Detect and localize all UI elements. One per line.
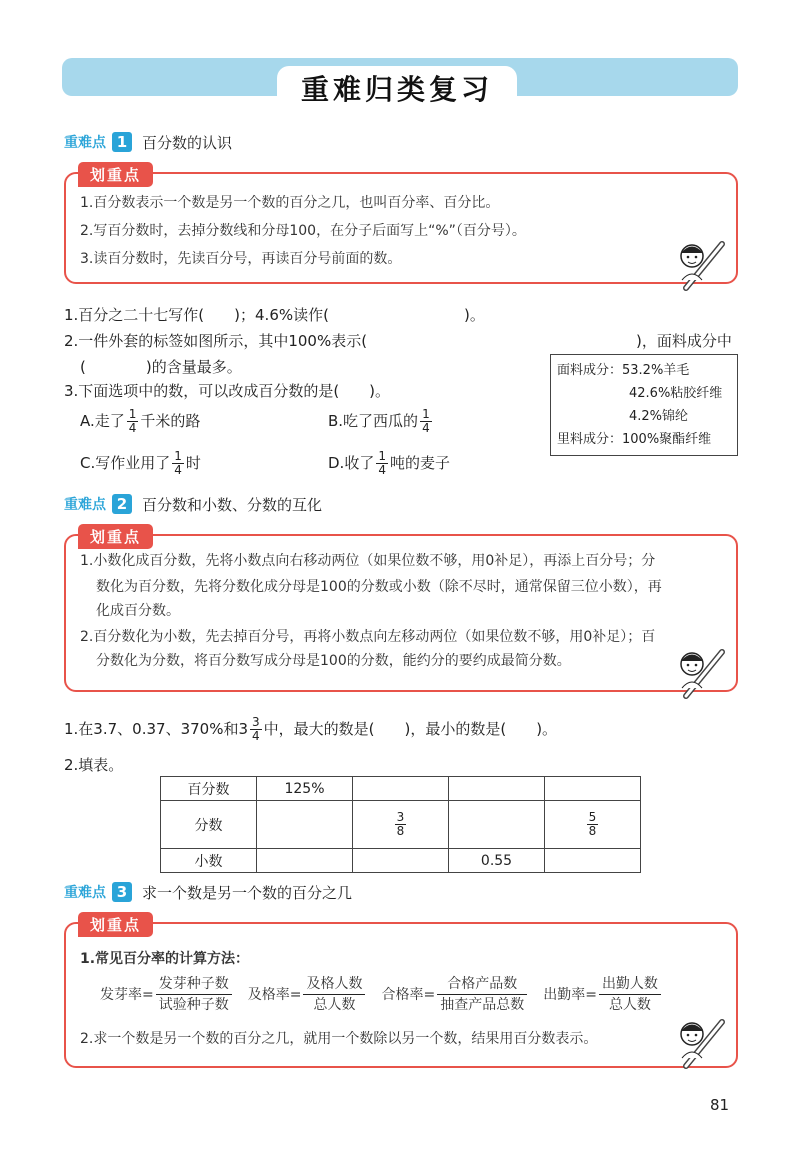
formula-fraction (437, 974, 527, 1015)
option-a (80, 408, 200, 435)
table-cell[interactable] (449, 777, 545, 801)
key-points-box-2 (64, 528, 738, 692)
formula-fraction (303, 974, 365, 1015)
formula-row (100, 974, 677, 1015)
table-row (161, 801, 641, 849)
table-row-head: 分数 (161, 801, 257, 849)
fabric-row: 4.2%锦纶 (629, 409, 689, 424)
section-label: 重难点 (64, 885, 106, 901)
formula-denominator: 试验种子数 (158, 997, 229, 1013)
formula-name: 合格率= (381, 986, 436, 1003)
section-3-heading (64, 880, 352, 904)
conversion-table (160, 776, 641, 873)
s2-question-2: 2.填表。 (64, 756, 124, 774)
section-number: 2 (112, 494, 132, 514)
question-2: 2.一件外套的标签如图所示，其中100%表示( (64, 332, 368, 350)
fraction-numerator: 5 (588, 810, 597, 824)
question-text: 中，最大的数是( )，最小的数是( )。 (263, 720, 558, 738)
key-point-line: 化成百分数。 (96, 603, 180, 619)
option-b (328, 408, 434, 435)
student-pencil-icon (672, 1014, 730, 1072)
fraction (420, 408, 432, 435)
key-point-line: 1.百分数表示一个数是另一个数的百分之几，也叫百分率、百分比。 (80, 195, 500, 211)
formula-numerator: 出勤人数 (599, 974, 661, 995)
formula-fraction (156, 974, 232, 1015)
fraction-numerator: 1 (378, 449, 386, 463)
question-2-line2: ( )的含量最多。 (80, 358, 242, 376)
formula-name: 出勤率= (543, 986, 597, 1003)
option-text: A.走了 (80, 412, 125, 430)
table-cell[interactable] (257, 801, 353, 849)
key-point-heading: 1.常见百分率的计算方法： (80, 951, 250, 967)
key-points-tag: 划重点 (78, 524, 153, 549)
option-text: C.写作业用了 (80, 454, 171, 472)
section-2-heading (64, 492, 322, 516)
table-row-head: 小数 (161, 849, 257, 873)
option-text: D.收了 (328, 454, 375, 472)
section-1-heading (64, 130, 232, 154)
fraction-denominator: 4 (128, 421, 137, 435)
formula (100, 974, 232, 1015)
page-title: 重难归类复习 (277, 66, 517, 110)
formula-denominator: 抽查产品总数 (440, 997, 525, 1013)
option-text: 时 (185, 454, 201, 472)
page-number: 81 (710, 1096, 730, 1114)
question-text: 1.在3.7、0.37、370%和3 (64, 720, 248, 738)
table-cell[interactable] (353, 849, 449, 873)
table-cell: 125% (257, 777, 353, 801)
formula-numerator: 及格人数 (303, 974, 365, 995)
section-label: 重难点 (64, 497, 106, 513)
section-title: 百分数和小数、分数的互化 (142, 495, 323, 514)
fabric-row: 42.6%粘胶纤维 (629, 386, 723, 401)
formula-name: 发芽率= (100, 986, 154, 1003)
table-cell: 0.55 (449, 849, 545, 873)
table-row-head: 百分数 (161, 777, 257, 801)
s2-question-1 (64, 716, 557, 743)
fraction-denominator: 8 (588, 824, 597, 838)
section-title: 百分数的认识 (142, 133, 233, 152)
option-d (328, 450, 450, 477)
table-cell (545, 801, 641, 849)
formula-numerator: 发芽种子数 (156, 974, 232, 995)
formula-numerator: 合格产品数 (437, 974, 527, 995)
section-title: 求一个数是另一个数的百分之几 (142, 883, 353, 902)
fraction (376, 450, 388, 477)
formula (381, 974, 527, 1015)
table-row (161, 849, 641, 873)
formula-denominator: 总人数 (608, 997, 651, 1013)
fraction (250, 716, 262, 743)
formula-denominator: 总人数 (313, 997, 356, 1013)
table-cell (353, 801, 449, 849)
fabric-row: 里料成分：100%聚酯纤维 (557, 432, 712, 447)
key-point-line: 2.写百分数时，去掉分数线和分母100，在分子后面写上“%”（百分号）。 (80, 223, 526, 239)
section-number: 1 (112, 132, 132, 152)
formula (543, 974, 661, 1015)
key-points-tag: 划重点 (78, 162, 153, 187)
table-cell[interactable] (353, 777, 449, 801)
key-point-line: 分数化为分数，将百分数写成分母是100的分数，能约分的要约成最简分数。 (96, 653, 571, 669)
key-points-box-1 (64, 166, 738, 284)
option-text: B.吃了西瓜的 (328, 412, 419, 430)
key-points-tag: 划重点 (78, 912, 153, 937)
formula-name: 及格率= (247, 986, 302, 1003)
fraction-denominator: 4 (252, 729, 260, 743)
section-label: 重难点 (64, 135, 106, 151)
fraction-numerator: 1 (174, 449, 182, 463)
key-point-line: 3.读百分数时，先读百分号，再读百分号前面的数。 (80, 251, 402, 267)
formula-fraction (599, 974, 661, 1015)
fraction-numerator: 1 (422, 407, 430, 421)
fraction-denominator: 8 (396, 824, 405, 838)
formula (248, 974, 366, 1015)
fabric-row: 面料成分：53.2%羊毛 (557, 363, 690, 378)
option-text: 吨的麦子 (389, 454, 450, 472)
question-2-cont: )，面料成分中 (636, 332, 732, 350)
option-c (80, 450, 201, 477)
table-cell[interactable] (545, 849, 641, 873)
fraction (127, 408, 139, 435)
key-point-line: 2.求一个数是另一个数的百分之几，就用一个数除以另一个数，结果用百分数表示。 (80, 1031, 598, 1047)
fraction-numerator: 3 (252, 715, 260, 729)
table-cell[interactable] (545, 777, 641, 801)
key-point-line: 2.百分数化为小数，先去掉百分号，再将小数点向左移动两位（如果位数不够，用0补足）；百 (80, 629, 656, 645)
option-text: 千米的路 (140, 412, 201, 430)
fraction-numerator: 1 (128, 407, 137, 421)
table-cell[interactable] (449, 801, 545, 849)
student-pencil-icon (672, 644, 730, 702)
fraction-denominator: 4 (378, 463, 386, 477)
fabric-label (550, 354, 738, 456)
fraction (172, 450, 184, 477)
key-point-line: 1.小数化成百分数，先将小数点向右移动两位（如果位数不够，用0补足），再添上百分号；分 (80, 553, 656, 569)
section-number: 3 (112, 882, 132, 902)
question-3: 3.下面选项中的数，可以改成百分数的是( )。 (64, 382, 391, 400)
fraction (587, 811, 599, 838)
fraction-numerator: 3 (396, 810, 405, 824)
student-pencil-icon (672, 236, 730, 294)
fraction-denominator: 4 (174, 463, 182, 477)
fraction-denominator: 4 (422, 421, 430, 435)
key-point-line: 数化为百分数，先将分数化成分母是100的分数或小数（除不尽时，通常保留三位小数），再 (96, 579, 662, 595)
table-row (161, 777, 641, 801)
question-1: 1.百分之二十七写作( )；4.6%读作( )。 (64, 306, 485, 324)
table-cell[interactable] (257, 849, 353, 873)
fraction (395, 811, 407, 838)
key-points-box-3 (64, 916, 738, 1068)
